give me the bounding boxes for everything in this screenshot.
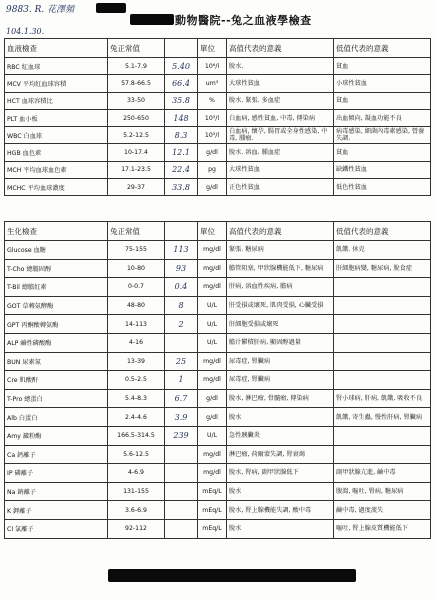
normal-range-cell: 57.8-66.5 xyxy=(108,75,165,92)
test-name-cell: T-Cho 總膽固醇 xyxy=(5,259,108,278)
handwritten-result: 0.4 xyxy=(174,282,188,292)
high-meaning-cell: 尿毒症, 腎臟病 xyxy=(227,352,334,371)
result-value-cell xyxy=(165,464,198,483)
result-value-cell xyxy=(165,296,198,315)
low-meaning-cell: 貧血 xyxy=(334,92,431,109)
low-meaning-cell xyxy=(334,333,431,352)
unit-cell: 10⁶/l xyxy=(198,58,227,75)
handwritten-result: 8 xyxy=(178,301,184,311)
result-value-cell xyxy=(165,179,198,196)
normal-range-cell: 92-112 xyxy=(108,519,165,538)
table-row xyxy=(5,296,431,315)
table-row xyxy=(5,352,431,371)
unit-cell: mg/dl xyxy=(198,352,227,371)
normal-range-cell: 3.6-6.9 xyxy=(108,501,165,520)
unit-cell: U/L xyxy=(198,426,227,445)
table-row xyxy=(5,426,431,445)
table-row xyxy=(5,92,431,109)
test-name-cell: T-Bil 總膽紅素 xyxy=(5,278,108,297)
test-name-cell: GOT 草轉氨酵酶 xyxy=(5,296,108,315)
unit-cell: pg xyxy=(198,161,227,178)
low-meaning-cell: 腹瀉, 嘔吐, 腎病, 糖尿病 xyxy=(334,482,431,501)
test-name-cell: Glucose 血糖 xyxy=(5,241,108,260)
unit-cell: U/L xyxy=(198,333,227,352)
high-meaning-cell: 白血病, 感性貧血, 中毒, 傳染病 xyxy=(227,109,334,126)
normal-range-cell: 5.1-7.9 xyxy=(108,58,165,75)
low-meaning-cell: 病毒感染, 細菌內毒素感染, 營養失調. xyxy=(334,127,431,144)
hematology-header-row xyxy=(5,39,431,58)
table-row xyxy=(5,315,431,334)
low-meaning-cell: 飢餓, 寄生蟲, 慢性肝病, 腎臟病 xyxy=(334,408,431,427)
normal-range-cell: 131-155 xyxy=(108,482,165,501)
biochemistry-table xyxy=(4,221,431,539)
test-name-cell: Cl 氯離子 xyxy=(5,519,108,538)
result-value-cell xyxy=(165,501,198,520)
high-meaning-cell: 脫水. 緊張. 多血症 xyxy=(227,92,334,109)
high-meaning-cell: 脫水, 腎上腺機能失調, 酸中毒 xyxy=(227,501,334,520)
low-meaning-cell: 貧血 xyxy=(334,144,431,161)
high-meaning-cell: 大球性貧血 xyxy=(227,161,334,178)
test-name-cell: GPT 丙酮酸轉氨酶 xyxy=(5,315,108,334)
unit-cell: U/L xyxy=(198,315,227,334)
report-title-text: 動物醫院--兔之血液學檢查 xyxy=(175,14,312,27)
result-value-cell xyxy=(165,426,198,445)
column-header xyxy=(165,39,198,58)
unit-cell: mEq/L xyxy=(198,482,227,501)
column-header: 單位 xyxy=(198,222,227,241)
handwritten-result: 239 xyxy=(173,431,189,441)
unit-cell: mg/dl xyxy=(198,241,227,260)
test-name-cell: HGB 血色素 xyxy=(5,144,108,161)
result-value-cell xyxy=(165,519,198,538)
table-row xyxy=(5,501,431,520)
normal-range-cell: 17.1-23.5 xyxy=(108,161,165,178)
test-name-cell: WBC 白血球 xyxy=(5,127,108,144)
column-header: 高值代表的意義 xyxy=(227,222,334,241)
result-value-cell xyxy=(165,389,198,408)
handwritten-result: 148 xyxy=(173,113,189,123)
normal-range-cell: 10-80 xyxy=(108,259,165,278)
handwritten-result: 25 xyxy=(175,356,187,366)
unit-cell: g/dl xyxy=(198,144,227,161)
result-value-cell xyxy=(165,371,198,390)
column-header: 生化檢查 xyxy=(5,222,108,241)
low-meaning-cell: 飢餓. 休克 xyxy=(334,241,431,260)
normal-range-cell: 5.6-12.5 xyxy=(108,445,165,464)
high-meaning-cell: 脫水 xyxy=(227,482,334,501)
test-name-cell: PLT 血小板 xyxy=(5,109,108,126)
high-meaning-cell: 大球性貧血 xyxy=(227,75,334,92)
normal-range-cell: 2.4-4.6 xyxy=(108,408,165,427)
result-value-cell xyxy=(165,58,198,75)
unit-cell: U/L xyxy=(198,296,227,315)
table-row xyxy=(5,75,431,92)
test-name-cell: MCHC 平均血球濃度 xyxy=(5,179,108,196)
handwritten-result: 2 xyxy=(178,319,184,329)
table-row xyxy=(5,58,431,75)
column-header: 單位 xyxy=(198,39,227,58)
handwritten-patient-note: 9883. R. 花澤頻 xyxy=(6,5,75,15)
test-name-cell: ALP 鹼性磷酸酶 xyxy=(5,333,108,352)
result-value-cell xyxy=(165,315,198,334)
test-name-cell: Na 鈉離子 xyxy=(5,482,108,501)
low-meaning-cell: 小球性貧血 xyxy=(334,75,431,92)
handwritten-result: 8.3 xyxy=(174,130,188,140)
high-meaning-cell: 肝病, 溶血性疾病, 膽病 xyxy=(227,278,334,297)
table-row xyxy=(5,408,431,427)
table-row xyxy=(5,259,431,278)
unit-cell: mEq/L xyxy=(198,501,227,520)
handwritten-result: 22.4 xyxy=(172,165,190,175)
high-meaning-cell: 淋巴瘤, 荷爾蒙失調, 腎衰竭 xyxy=(227,445,334,464)
normal-range-cell: 5.4-8.3 xyxy=(108,389,165,408)
high-meaning-cell: 脫水 xyxy=(227,519,334,538)
high-meaning-cell: 急性胰臟炎 xyxy=(227,426,334,445)
table-row xyxy=(5,161,431,178)
unit-cell: g/dl xyxy=(198,389,227,408)
table-row xyxy=(5,333,431,352)
column-header: 兔正常值 xyxy=(108,39,165,58)
test-name-cell: K 鉀離子 xyxy=(5,501,108,520)
low-meaning-cell: 腎小球病, 肝病, 飢餓, 吸收不良 xyxy=(334,389,431,408)
clinic-name-redaction xyxy=(130,14,174,25)
handwritten-result: 5.40 xyxy=(172,61,190,71)
redaction-bar xyxy=(96,3,126,13)
low-meaning-cell: 鹼中毒, 過度流失 xyxy=(334,501,431,520)
handwritten-result: 93 xyxy=(175,263,187,273)
low-meaning-cell xyxy=(334,278,431,297)
handwritten-result: 3.9 xyxy=(174,412,188,422)
high-meaning-cell: 脫水, 淋巴瘤, 骨髓瘤, 傳染病 xyxy=(227,389,334,408)
test-name-cell: Alb 白蛋白 xyxy=(5,408,108,427)
unit-cell: % xyxy=(198,92,227,109)
normal-range-cell: 5.2-12.5 xyxy=(108,127,165,144)
result-value-cell xyxy=(165,241,198,260)
high-meaning-cell: 脫水. xyxy=(227,58,334,75)
low-meaning-cell: 低色性貧血 xyxy=(334,179,431,196)
test-name-cell: MCH 平均血球血色素 xyxy=(5,161,108,178)
handwritten-result: 35.8 xyxy=(172,96,190,106)
normal-range-cell: 0.5-2.5 xyxy=(108,371,165,390)
table-row xyxy=(5,241,431,260)
normal-range-cell: 48-80 xyxy=(108,296,165,315)
test-name-cell: RBC 紅血球 xyxy=(5,58,108,75)
high-meaning-cell: 肝受損或壞死, 肌肉受損, 心臟受損 xyxy=(227,296,334,315)
result-value-cell xyxy=(165,161,198,178)
normal-range-cell: 29-37 xyxy=(108,179,165,196)
column-header: 兔正常值 xyxy=(108,222,165,241)
handwritten-result: 66.4 xyxy=(172,78,190,88)
normal-range-cell: 4-6.9 xyxy=(108,464,165,483)
normal-range-cell: 13-39 xyxy=(108,352,165,371)
table-row xyxy=(5,179,431,196)
high-meaning-cell: 脫水 xyxy=(227,408,334,427)
result-value-cell xyxy=(165,352,198,371)
high-meaning-cell: 肝細胞受損或壞死 xyxy=(227,315,334,334)
high-meaning-cell: 脫水, 腎病, 副甲狀腺低下 xyxy=(227,464,334,483)
column-header: 低值代表的意義 xyxy=(334,39,431,58)
low-meaning-cell xyxy=(334,445,431,464)
result-value-cell xyxy=(165,333,198,352)
table-row xyxy=(5,371,431,390)
handwritten-result: 12.1 xyxy=(172,148,190,158)
test-name-cell: MCV 平均紅血球容積 xyxy=(5,75,108,92)
unit-cell: mg/dl xyxy=(198,278,227,297)
handwritten-result: 6.7 xyxy=(174,394,188,404)
table-row xyxy=(5,278,431,297)
normal-range-cell: 250-650 xyxy=(108,109,165,126)
table-row xyxy=(5,519,431,538)
table-row xyxy=(5,144,431,161)
normal-range-cell: 14-113 xyxy=(108,315,165,334)
handwritten-date: 104.1.30. xyxy=(6,27,45,36)
test-name-cell: IP 磷離子 xyxy=(5,464,108,483)
biochemistry-header-row xyxy=(5,222,431,241)
column-header xyxy=(165,222,198,241)
low-meaning-cell: 嘔吐, 腎上腺皮質機能低下 xyxy=(334,519,431,538)
unit-cell: 10³/l xyxy=(198,127,227,144)
table-row xyxy=(5,127,431,144)
result-value-cell xyxy=(165,127,198,144)
high-meaning-cell: 脫水. 溶血. 腫血症 xyxy=(227,144,334,161)
high-meaning-cell: 膽管阻塞, 甲狀腺機能低下, 糖尿病 xyxy=(227,259,334,278)
low-meaning-cell: 缺鐵性貧血 xyxy=(334,161,431,178)
footer-redaction-bar xyxy=(108,569,356,582)
low-meaning-cell: 貧血 xyxy=(334,58,431,75)
table-row xyxy=(5,464,431,483)
unit-cell: um³ xyxy=(198,75,227,92)
result-value-cell xyxy=(165,92,198,109)
handwritten-result: 1 xyxy=(178,375,184,385)
result-value-cell xyxy=(165,278,198,297)
table-row xyxy=(5,389,431,408)
unit-cell: g/dl xyxy=(198,179,227,196)
normal-range-cell: 166.5-314.5 xyxy=(108,426,165,445)
normal-range-cell: 0-0.7 xyxy=(108,278,165,297)
table-row xyxy=(5,482,431,501)
high-meaning-cell: 白血病, 懷孕, 腸胃或全身性感染, 中毒, 腫瘤. xyxy=(227,127,334,144)
unit-cell: mg/dl xyxy=(198,464,227,483)
test-name-cell: BUN 尿素氮 xyxy=(5,352,108,371)
normal-range-cell: 10-17.4 xyxy=(108,144,165,161)
normal-range-cell: 33-50 xyxy=(108,92,165,109)
result-value-cell xyxy=(165,144,198,161)
unit-cell: mg/dl xyxy=(198,445,227,464)
result-value-cell xyxy=(165,109,198,126)
column-header: 血液檢查 xyxy=(5,39,108,58)
low-meaning-cell xyxy=(334,352,431,371)
unit-cell: 10³/l xyxy=(198,109,227,126)
result-value-cell xyxy=(165,75,198,92)
test-name-cell: HCT 血球容積比 xyxy=(5,92,108,109)
result-value-cell xyxy=(165,445,198,464)
hematology-table xyxy=(4,38,431,196)
high-meaning-cell: 尿毒症, 腎臟病 xyxy=(227,371,334,390)
test-name-cell: Amy 澱粉酶 xyxy=(5,426,108,445)
normal-range-cell: 75-155 xyxy=(108,241,165,260)
test-name-cell: T-Pro 總蛋白 xyxy=(5,389,108,408)
test-name-cell: Ca 鈣離子 xyxy=(5,445,108,464)
low-meaning-cell: 肝細胞病變, 糖尿病, 脫食症 xyxy=(334,259,431,278)
result-value-cell xyxy=(165,259,198,278)
high-meaning-cell: 緊張. 糖尿病 xyxy=(227,241,334,260)
handwritten-result: 113 xyxy=(173,245,189,255)
table-row xyxy=(5,445,431,464)
unit-cell: g/dl xyxy=(198,408,227,427)
table-row xyxy=(5,109,431,126)
result-value-cell xyxy=(165,482,198,501)
low-meaning-cell xyxy=(334,296,431,315)
high-meaning-cell: 膽汁鬱積肝病, 顯固醇過量 xyxy=(227,333,334,352)
report-title xyxy=(130,12,312,28)
unit-cell: mg/dl xyxy=(198,259,227,278)
handwritten-result: 33.8 xyxy=(172,182,190,192)
column-header: 低值代表的意義 xyxy=(334,222,431,241)
test-name-cell: Cre 肌酸酐 xyxy=(5,371,108,390)
normal-range-cell: 4-16 xyxy=(108,333,165,352)
unit-cell: mEq/L xyxy=(198,519,227,538)
high-meaning-cell: 正色性貧血 xyxy=(227,179,334,196)
low-meaning-cell xyxy=(334,426,431,445)
column-header: 高值代表的意義 xyxy=(227,39,334,58)
low-meaning-cell xyxy=(334,315,431,334)
low-meaning-cell: 副甲狀腺亢進, 鹼中毒 xyxy=(334,464,431,483)
result-value-cell xyxy=(165,408,198,427)
low-meaning-cell: 出血傾向, 凝血功能不良 xyxy=(334,109,431,126)
unit-cell: mg/dl xyxy=(198,371,227,390)
low-meaning-cell xyxy=(334,371,431,390)
